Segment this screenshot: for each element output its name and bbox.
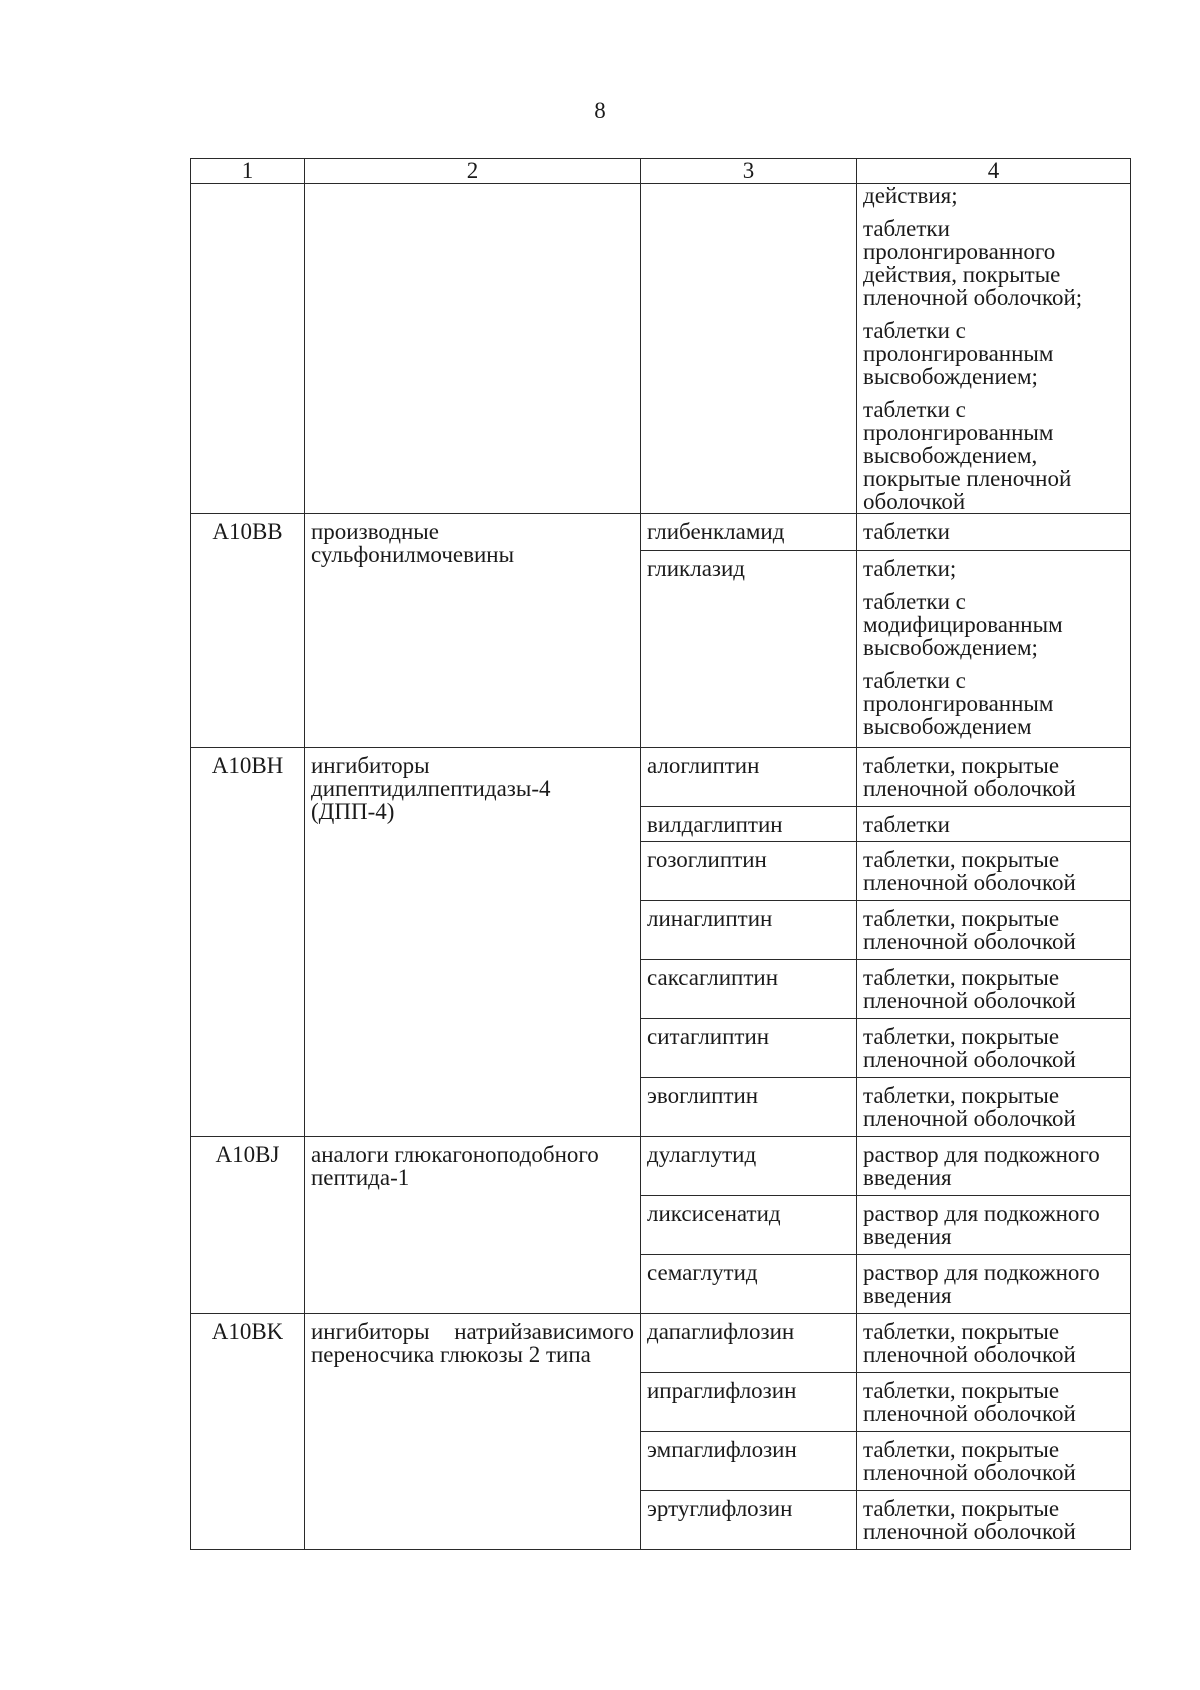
drug-name-cell: гозоглиптин	[641, 842, 857, 901]
continuation-forms-cell	[857, 184, 1131, 514]
dosage-forms-cell	[857, 1491, 1131, 1550]
drug-name-cell: дапаглифлозин	[641, 1314, 857, 1373]
dosage-form: таблетки, покрытые пленочной оболочкой	[863, 906, 1076, 954]
drug-name-cell: ситаглиптин	[641, 1019, 857, 1078]
dosage-forms-cell	[857, 514, 1131, 551]
group-name-cell: ингибиторы дипептидилпептидазы-4 (ДПП-4)	[305, 748, 641, 1137]
dosage-form: таблетки, покрытые пленочной оболочкой	[863, 1319, 1076, 1367]
drug-name-cell: гликлазид	[641, 551, 857, 748]
group-name-cell: аналоги глюкагоноподобного пептида-1	[305, 1137, 641, 1314]
table-row	[191, 748, 1131, 807]
drug-name-cell: вилдаглиптин	[641, 807, 857, 842]
continuation-group-cell	[305, 184, 641, 514]
dosage-forms-cell	[857, 1137, 1131, 1196]
dosage-forms-cell	[857, 551, 1131, 748]
table-row	[191, 1137, 1131, 1196]
continuation-drug-cell	[641, 184, 857, 514]
drug-name-cell: линаглиптин	[641, 901, 857, 960]
column-header-row	[191, 159, 1131, 184]
dosage-form: таблетки	[863, 812, 950, 837]
dosage-forms-cell	[857, 1019, 1131, 1078]
atc-code-cell: A10BB	[191, 514, 305, 748]
drug-name-cell: глибенкламид	[641, 514, 857, 551]
dosage-form: таблетки	[863, 519, 950, 544]
atc-code-cell: A10BJ	[191, 1137, 305, 1314]
dosage-forms-cell	[857, 1196, 1131, 1255]
page-number: 8	[594, 98, 606, 123]
dosage-form: раствор для подкожного введения	[863, 1201, 1100, 1249]
dosage-form: таблетки, покрытые пленочной оболочкой	[863, 1437, 1076, 1485]
drug-name-cell: алоглиптин	[641, 748, 857, 807]
dosage-form: таблетки с пролонгированным высвобождением;	[863, 318, 1054, 389]
table-body	[191, 159, 1131, 1550]
dosage-form: таблетки, покрытые пленочной оболочкой	[863, 965, 1076, 1013]
dosage-form: таблетки с пролонгированным высвобождением	[863, 668, 1054, 739]
dosage-forms-cell	[857, 960, 1131, 1019]
dosage-forms-cell	[857, 1314, 1131, 1373]
dosage-forms-cell	[857, 842, 1131, 901]
column-header-2: 2	[305, 159, 641, 184]
column-header-3: 3	[641, 159, 857, 184]
continuation-row	[191, 184, 1131, 514]
dosage-form: таблетки;	[863, 556, 957, 581]
dosage-forms-cell	[857, 1432, 1131, 1491]
group-name-cell: производные сульфонилмочевины	[305, 514, 641, 748]
table-row	[191, 514, 1131, 551]
dosage-forms-cell	[857, 1373, 1131, 1432]
dosage-form: таблетки с пролонгированным высвобождением, покрытые пленочной оболочкой	[863, 397, 1072, 514]
dosage-form: таблетки, покрытые пленочной оболочкой	[863, 1378, 1076, 1426]
dosage-form: таблетки, покрытые пленочной оболочкой	[863, 1496, 1076, 1544]
dosage-forms-cell	[857, 1078, 1131, 1137]
dosage-forms-cell	[857, 807, 1131, 842]
dosage-form: таблетки, покрытые пленочной оболочкой	[863, 1083, 1076, 1131]
atc-code-cell: A10BH	[191, 748, 305, 1137]
drug-name-cell: эмпаглифлозин	[641, 1432, 857, 1491]
drug-name-cell: дулаглутид	[641, 1137, 857, 1196]
continuation-code-cell	[191, 184, 305, 514]
drug-name-cell: саксаглиптин	[641, 960, 857, 1019]
dosage-forms-cell	[857, 748, 1131, 807]
drug-name-cell: ипраглифлозин	[641, 1373, 857, 1432]
drug-table	[190, 158, 1131, 1550]
table-row	[191, 1314, 1131, 1373]
dosage-form: действия;	[863, 183, 958, 208]
dosage-form: таблетки пролонгированного действия, покрытые пленочной оболочкой;	[863, 216, 1083, 310]
dosage-forms-cell	[857, 901, 1131, 960]
dosage-form: таблетки, покрытые пленочной оболочкой	[863, 753, 1076, 801]
dosage-form: таблетки с модифицированным высвобождением;	[863, 589, 1063, 660]
drug-name-cell: ликсисенатид	[641, 1196, 857, 1255]
dosage-form: таблетки, покрытые пленочной оболочкой	[863, 847, 1076, 895]
dosage-forms-cell	[857, 1255, 1131, 1314]
dosage-form: раствор для подкожного введения	[863, 1260, 1100, 1308]
drug-name-cell: семаглутид	[641, 1255, 857, 1314]
column-header-4: 4	[857, 159, 1131, 184]
column-header-1: 1	[191, 159, 305, 184]
dosage-form: раствор для подкожного введения	[863, 1142, 1100, 1190]
dosage-form: таблетки, покрытые пленочной оболочкой	[863, 1024, 1076, 1072]
drug-name-cell: эвоглиптин	[641, 1078, 857, 1137]
drug-name-cell: эртуглифлозин	[641, 1491, 857, 1550]
atc-code-cell: A10BK	[191, 1314, 305, 1550]
group-name-cell: ингибиторы натрийзависимого переносчика глюкозы 2 типа	[305, 1314, 641, 1550]
